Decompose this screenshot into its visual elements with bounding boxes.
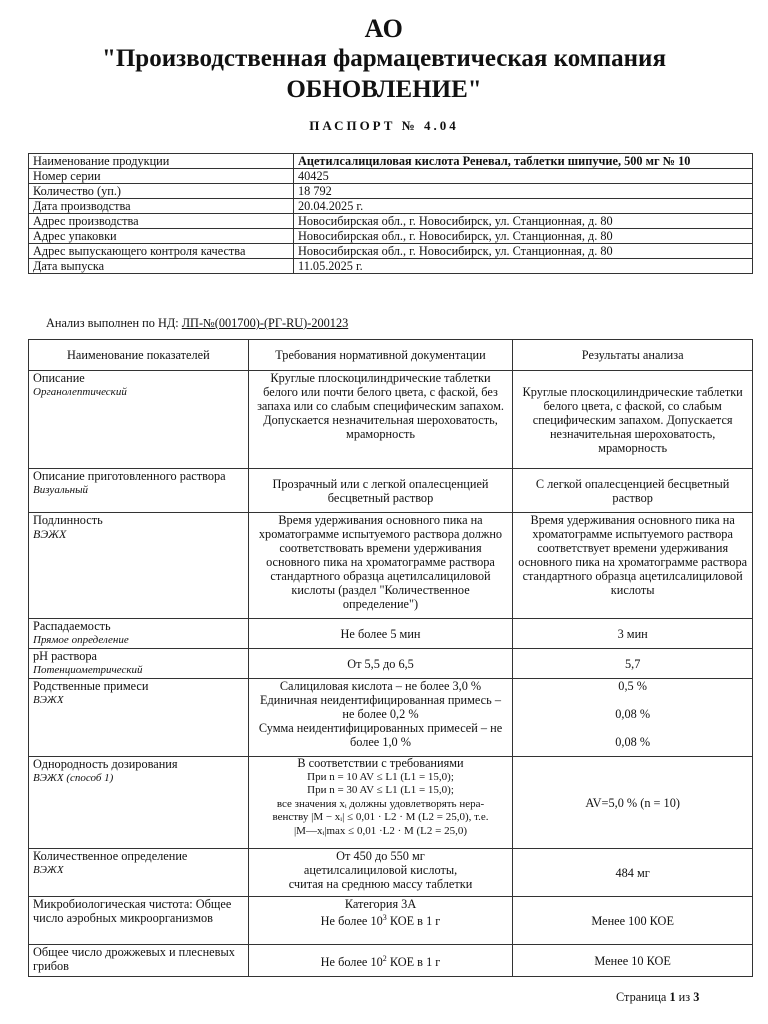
table-row [29,199,753,214]
requirement-line: венству |M − xᵢ| ≤ 0,01 · L2 · M (L2 = 25,0), т.е. [272,811,489,823]
table-row [29,897,753,945]
info-label: Количество (уп.) [29,184,294,199]
column-header-results: Результаты анализа [513,340,753,371]
indicator-cell [29,679,249,757]
requirement-suffix: КОЕ в 1 г [386,955,441,970]
indicator-name: Распадаемость [33,619,111,633]
indicator-name: pH раствора [33,649,98,663]
requirement-line: Категория 3А [344,897,417,911]
table-row [29,229,753,244]
indicator-cell [29,757,249,849]
info-value: Новосибирская обл., г. Новосибирск, ул. Станционная, д. 80 [294,244,753,259]
requirement-cell [248,897,513,945]
indicator-name: Однородность дозирования [33,757,178,771]
indicator-name: Описание [33,371,85,385]
indicator-cell: Микробиологическая чистота: Общее число аэробных микроорганизмов [29,897,249,945]
indicator-method: ВЭЖХ [33,864,64,876]
table-row [29,244,753,259]
indicator-cell [29,469,249,513]
requirement-cell [248,757,513,849]
table-header-row [29,340,753,371]
table-row [29,849,753,897]
table-row [29,214,753,229]
requirement-line: От 450 до 550 мг [336,849,425,863]
requirement-cell: Время удерживания основного пика на хроматограмме испытуемого раствора должно соответствовать времени удерживания основного пика на хроматограмме раствора стандартного образца ацетилсалициловой кислоты (раздел "Количественное определение") [248,513,513,619]
requirement-line: При n = 30 AV ≤ L1 (L1 = 15,0); [307,784,454,796]
table-row [29,259,753,274]
indicator-cell [29,371,249,469]
requirement-line: Единичная неидентифицированная примесь – не более 0,2 % [260,693,501,721]
nd-prefix: Анализ выполнен по НД: [46,316,182,330]
page-number [616,990,699,1005]
indicator-cell [29,649,249,679]
nd-code-link[interactable]: ЛП-№(001700)-(РГ-RU)-200123 [181,316,349,330]
result-cell: Время удерживания основного пика на хроматограмме испытуемого раствора соответствует времени удерживания основного пика на хроматограмме раствора стандартного образца ацетилсалициловой кислоты [513,513,753,619]
indicator-cell: Общее число дрожжевых и плесневых грибов [29,945,249,977]
page-separator: из [675,990,694,1004]
requirement-line: все значения xᵢ должны удовлетворять нера- [276,797,485,810]
result-cell: Менее 10 КОЕ [513,945,753,977]
requirement-exponent: 2 [382,953,387,963]
requirement-line: считая на среднюю массу таблетки [288,877,473,891]
info-value: Новосибирская обл., г. Новосибирск, ул. Станционная, д. 80 [294,214,753,229]
info-label: Адрес выпускающего контроля качества [29,244,294,259]
requirement-prefix: Не более 10 [320,955,383,970]
requirement-cell: Прозрачный или с легкой опалесценцией бесцветный раствор [248,469,513,513]
requirement-cell: Не более 5 мин [248,619,513,649]
result-cell: 484 мг [513,849,753,897]
info-value: 20.04.2025 г. [294,199,753,214]
result-line: 0,08 % [615,707,651,721]
requirement-line: |M—xᵢ|max ≤ 0,01 ·L2 · M (L2 = 25,0) [293,824,468,837]
requirement-suffix: КОЕ в 1 г [386,914,441,929]
info-label: Номер серии [29,169,294,184]
requirement-cell: Круглые плоскоцилиндрические таблетки белого или почти белого цвета, с фаской, без запаха или со слабым специфическим запахом. Допускается незначительная шероховатость, мраморность [248,371,513,469]
requirement-cell: От 5,5 до 6,5 [248,649,513,679]
requirement-line: Сумма неидентифицированных примесей – не более 1,0 % [258,721,503,749]
info-value: Ацетилсалициловая кислота Реневал, таблетки шипучие, 500 мг № 10 [294,154,753,169]
page-total: 3 [693,990,700,1004]
result-cell: 5,7 [513,649,753,679]
table-row [29,154,753,169]
info-label: Адрес производства [29,214,294,229]
column-header-indicator: Наименование показателей [29,340,249,371]
result-cell: AV=5,0 % (n = 10) [513,757,753,849]
indicator-method: ВЭЖХ (способ 1) [33,772,114,784]
info-value: Новосибирская обл., г. Новосибирск, ул. Станционная, д. 80 [294,229,753,244]
result-cell: Менее 100 КОЕ [513,897,753,945]
table-row [29,757,753,849]
result-cell: 3 мин [513,619,753,649]
page-prefix: Страница [616,990,670,1004]
info-label: Наименование продукции [29,154,294,169]
result-line: 0,5 % [618,679,647,693]
info-value: 18 792 [294,184,753,199]
table-row [29,371,753,469]
requirement-line: ацетилсалициловой кислоты, [303,863,458,877]
info-label: Дата выпуска [29,259,294,274]
result-line: 0,08 % [615,735,651,749]
indicator-cell [29,619,249,649]
indicator-method: Органолептический [33,386,127,398]
requirement-prefix: Не более 10 [320,914,383,929]
indicator-name: Описание приготовленного раствора [33,469,226,483]
org-type: АО [364,14,404,43]
info-value: 11.05.2025 г. [294,259,753,274]
indicator-method: Прямое определение [33,634,129,646]
table-row [29,169,753,184]
requirement-cell [248,679,513,757]
requirement-exponent: 3 [382,913,387,922]
info-value: 40425 [294,169,753,184]
normative-document-line [46,316,348,331]
table-row [29,469,753,513]
indicator-cell [29,513,249,619]
requirement-line [253,911,509,928]
indicator-method: ВЭЖХ [33,694,64,706]
info-label: Адрес упаковки [29,229,294,244]
result-cell: С легкой опалесценцией бесцветный раствор [513,469,753,513]
table-row [29,945,753,977]
requirement-cell [248,849,513,897]
company-name-line2: ОБНОВЛЕНИЕ" [286,76,482,103]
passport-title: ПАСПОРТ № 4.04 [309,118,459,133]
requirement-line: При n = 10 AV ≤ L1 (L1 = 15,0); [307,770,454,783]
indicator-name: Родственные примеси [33,679,149,693]
table-row [29,619,753,649]
table-row [29,679,753,757]
indicator-name: Количественное определение [33,849,188,863]
analysis-table [28,339,753,977]
info-label: Дата производства [29,199,294,214]
column-header-requirements: Требования нормативной документации [248,340,513,371]
product-info-table [28,153,753,274]
indicator-name: Подлинность [33,513,103,527]
indicator-method: Потенциометрический [33,664,143,676]
result-cell: Круглые плоскоцилиндрические таблетки белого цвета, с фаской, со слабым специфическим запахом. Допускается незначительная шероховатость, мраморность [513,371,753,469]
indicator-cell [29,849,249,897]
requirement-cell [248,945,513,977]
requirement-line: Салициловая кислота – не более 3,0 % [279,679,482,693]
company-name-line1: "Производственная фармацевтическая компания [101,45,666,72]
requirement-line: В соответствии с требованиями [297,756,464,770]
table-row [29,184,753,199]
table-row [29,649,753,679]
table-row [29,513,753,619]
page-current: 1 [669,990,676,1004]
indicator-method: ВЭЖХ [33,527,67,541]
result-cell [513,679,753,757]
indicator-method: Визуальный [33,484,89,496]
